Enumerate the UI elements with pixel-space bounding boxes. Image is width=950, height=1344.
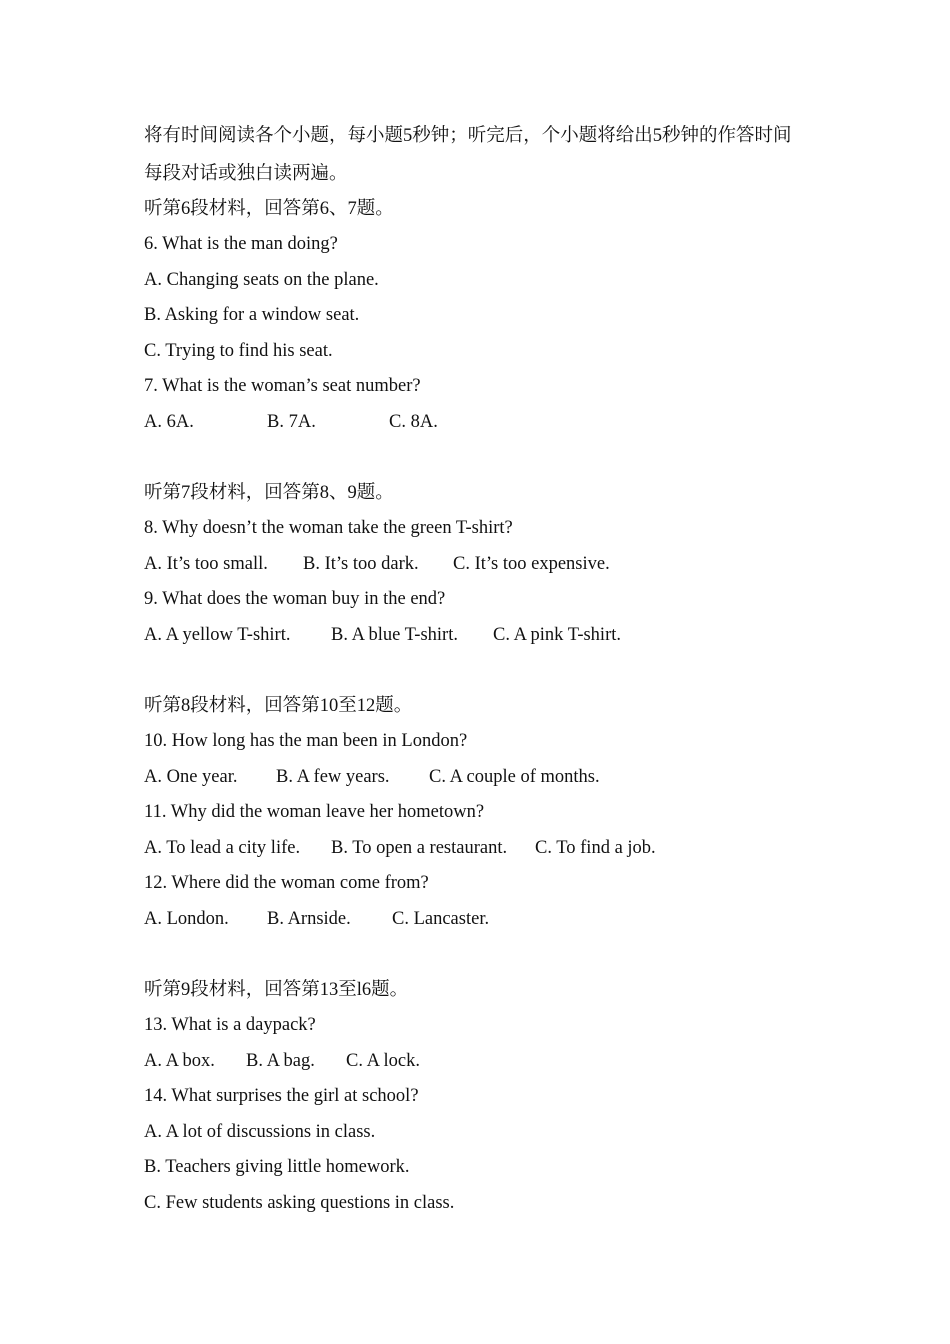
question-9-option-a: A. A yellow T-shirt. [144, 625, 291, 645]
question-10-option-a: A. One year. [144, 767, 238, 787]
question-6-option-a: A. Changing seats on the plane. [144, 270, 379, 290]
question-14-option-c: C. Few students asking questions in class. [144, 1193, 455, 1213]
question-13-option-c: C. A lock. [346, 1051, 421, 1071]
question-13-option-a: A. A box. [144, 1051, 215, 1071]
question-6-option-c: C. Trying to find his seat. [144, 341, 333, 361]
question-14: 14. What surprises the girl at school? [144, 1086, 419, 1106]
intro-line-2: 每段对话或独白读两遍。 [144, 164, 348, 184]
question-9: 9. What does the woman buy in the end? [144, 589, 446, 609]
question-8-option-a: A. It’s too small. [144, 554, 268, 574]
question-14-option-a: A. A lot of discussions in class. [144, 1122, 376, 1142]
question-9-option-b: B. A blue T-shirt. [331, 625, 458, 645]
question-7: 7. What is the woman’s seat number? [144, 376, 421, 396]
question-6: 6. What is the man doing? [144, 234, 338, 254]
question-10: 10. How long has the man been in London? [144, 731, 468, 751]
section-6-header: 听第6段材料，回答第6、7题。 [144, 199, 394, 219]
question-8: 8. Why doesn’t the woman take the green T-shirt? [144, 518, 513, 538]
question-12-option-b: B. Arnside. [267, 909, 351, 929]
intro-line-1: 将有时间阅读各个小题，每小题5秒钟；听完后，个小题将给出5秒钟的作答时间 [144, 126, 792, 146]
question-11-option-b: B. To open a restaurant. [331, 838, 508, 858]
question-7-option-a: A. 6A. [144, 412, 194, 432]
question-14-option-b: B. Teachers giving little homework. [144, 1157, 410, 1177]
question-10-option-b: B. A few years. [276, 767, 390, 787]
question-6-option-b: B. Asking for a window seat. [144, 305, 360, 325]
section-8-header: 听第8段材料，回答第10至12题。 [144, 696, 413, 716]
question-12-option-c: C. Lancaster. [392, 909, 490, 929]
question-12-option-a: A. London. [144, 909, 229, 929]
question-10-option-c: C. A couple of months. [429, 767, 600, 787]
question-9-option-c: C. A pink T-shirt. [493, 625, 621, 645]
section-9-header: 听第9段材料，回答第13至l6题。 [144, 980, 409, 1000]
question-8-option-c: C. It’s too expensive. [453, 554, 610, 574]
question-11-option-c: C. To find a job. [535, 838, 656, 858]
question-13-option-b: B. A bag. [246, 1051, 315, 1071]
question-7-option-c: C. 8A. [389, 412, 438, 432]
section-7-header: 听第7段材料，回答第8、9题。 [144, 483, 394, 503]
question-7-option-b: B. 7A. [267, 412, 316, 432]
question-11-option-a: A. To lead a city life. [144, 838, 301, 858]
question-8-option-b: B. It’s too dark. [303, 554, 419, 574]
question-12: 12. Where did the woman come from? [144, 873, 429, 893]
question-11: 11. Why did the woman leave her hometown? [144, 802, 485, 822]
question-13: 13. What is a daypack? [144, 1015, 316, 1035]
